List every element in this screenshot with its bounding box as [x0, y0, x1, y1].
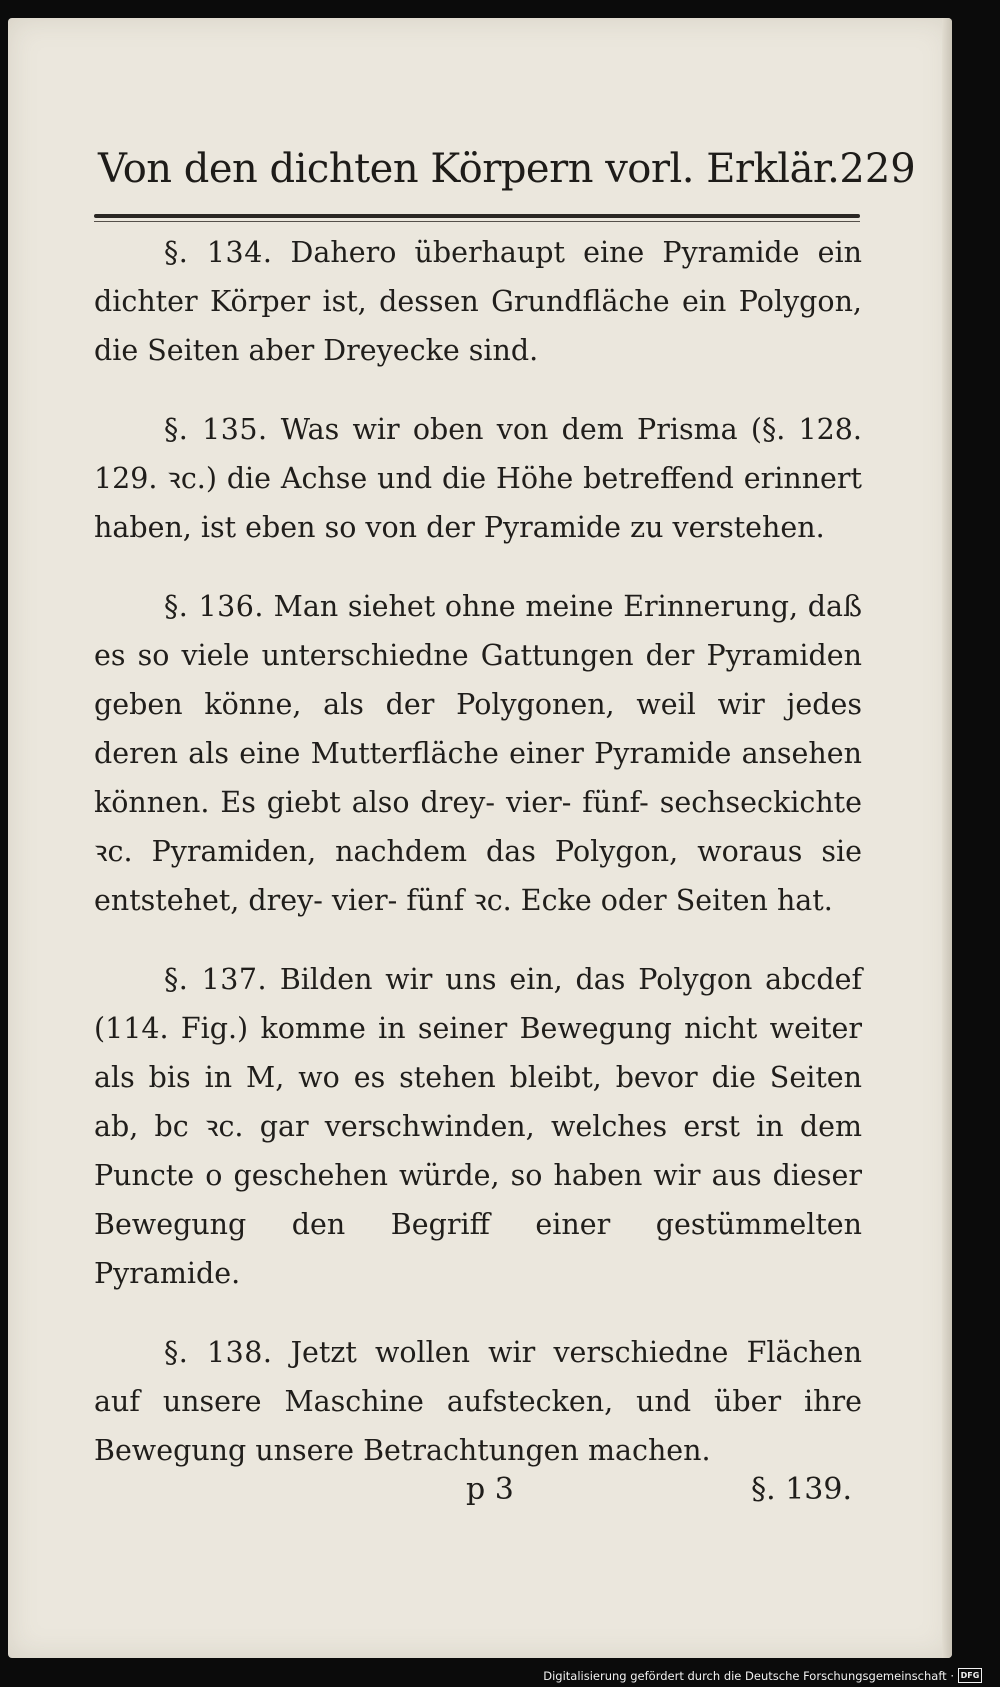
digitization-credit	[543, 1668, 982, 1683]
running-head	[98, 146, 916, 206]
page-footer	[94, 1472, 862, 1522]
paragraph-text: Was wir oben von dem Prisma (§. 128. 129. ꝛc.) die Achse und die Höhe betreffend erinnert haben, ist eben so von der Pyramide zu verstehen.	[94, 413, 862, 544]
running-head-title: Von den dichten Körpern vorl. Erklär.	[98, 146, 840, 192]
signature-mark: p 3	[466, 1472, 514, 1507]
section-number: §. 138.	[164, 1336, 273, 1369]
paragraph-137	[94, 955, 862, 1298]
book-page	[8, 18, 952, 1658]
paragraph-text: Dahero überhaupt eine Pyramide ein dichter Körper ist, dessen Grundfläche ein Polygon, die Seiten aber Dreyecke sind.	[94, 236, 862, 367]
paragraph-134	[94, 228, 862, 375]
section-number: §. 135.	[164, 413, 268, 446]
paragraph-text: Man siehet ohne meine Erinnerung, daß es so viele unterschiedne Gattungen der Pyramiden geben könne, als der Polygonen, weil wir jedes deren als eine Mutterfläche einer Pyramide ansehen können. Es giebt also drey- vier- fünf- sechseckichte ꝛc. Pyramiden, nachdem das Polygon, woraus sie entstehet, drey- vier- fünf ꝛc. Ecke oder Seiten hat.	[94, 590, 862, 917]
page-edge	[942, 18, 952, 1658]
credit-text: Digitalisierung gefördert durch die Deutsche Forschungsgemeinschaft ·	[543, 1668, 954, 1683]
paragraph-138	[94, 1328, 862, 1475]
paragraph-text: Bilden wir uns ein, das Polygon abcdef (114. Fig.) komme in seiner Bewegung nicht weiter als bis in M, wo es stehen bleibt, bevor die Seiten ab, bc ꝛc. gar verschwinden, welches erst in dem Puncte o geschehen würde, so haben wir aus dieser Bewegung den Begriff einer gestümmelten Pyramide.	[94, 963, 862, 1290]
header-rule	[94, 214, 860, 218]
section-number: §. 136.	[164, 590, 264, 623]
catchword: §. 139.	[751, 1472, 852, 1507]
paragraph-text: Jetzt wollen wir verschiedne Flächen auf unsere Maschine aufstecken, und über ihre Bewegung unsere Betrachtungen machen.	[94, 1336, 863, 1467]
section-number: §. 137.	[164, 963, 268, 996]
paragraph-135	[94, 405, 862, 552]
page-number: 229	[839, 146, 916, 192]
header-rule-thin	[94, 221, 860, 222]
section-number: §. 134.	[164, 236, 273, 269]
body-text	[94, 228, 862, 1505]
dfg-logo-icon: DFG	[958, 1668, 982, 1683]
paragraph-136	[94, 582, 862, 925]
